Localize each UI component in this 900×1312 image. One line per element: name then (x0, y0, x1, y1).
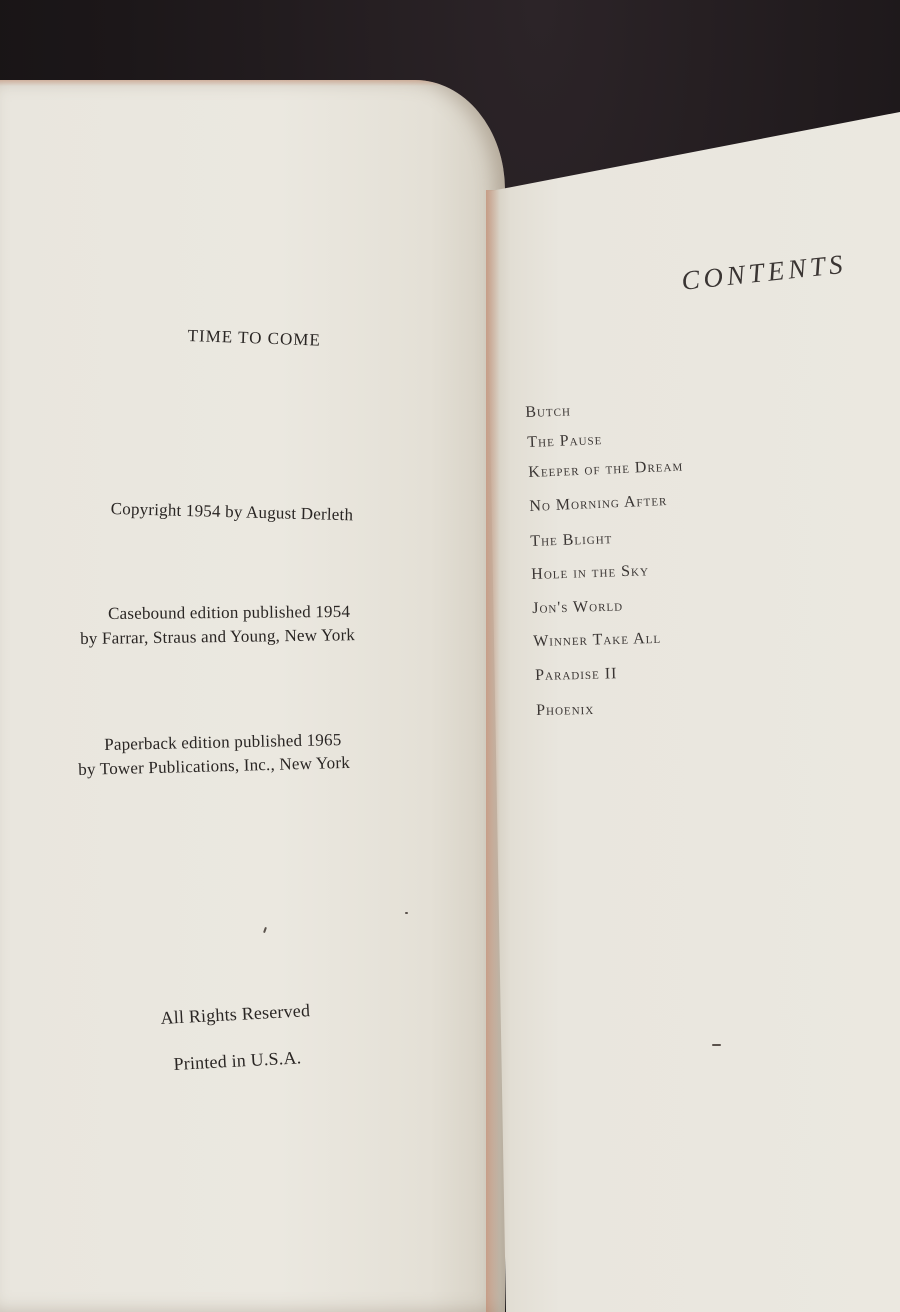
toc-item: No Morning After (529, 491, 668, 515)
page-gutter-shadow (486, 190, 500, 1312)
paperback-publisher-line: by Tower Publications, Inc., New York (78, 752, 351, 779)
toc-item: Keeper of the Dream (528, 457, 684, 481)
printed-in-line: Printed in U.S.A. (173, 1047, 302, 1074)
contents-heading: CONTENTS (680, 248, 848, 296)
paper-speck (405, 912, 408, 914)
toc-item: The Pause (527, 431, 603, 451)
paper-speck (712, 1044, 721, 1046)
copyright-line: Copyright 1954 by August Derleth (110, 499, 354, 525)
toc-item: Jon's World (532, 597, 624, 617)
toc-item: Winner Take All (533, 629, 662, 650)
toc-item: Hole in the Sky (531, 562, 650, 583)
toc-item: Butch (525, 402, 572, 421)
toc-item: Phoenix (536, 700, 595, 719)
casebound-edition-line: Casebound edition published 1954 (108, 601, 351, 623)
toc-item: Paradise II (535, 665, 618, 684)
paperback-edition-line: Paperback edition published 1965 (104, 730, 342, 754)
book-title: TIME TO COME (187, 326, 322, 350)
rights-reserved-line: All Rights Reserved (160, 1000, 311, 1028)
casebound-publisher-line: by Farrar, Straus and Young, New York (80, 625, 356, 648)
left-page (0, 80, 505, 1312)
toc-item: The Blight (530, 530, 613, 550)
